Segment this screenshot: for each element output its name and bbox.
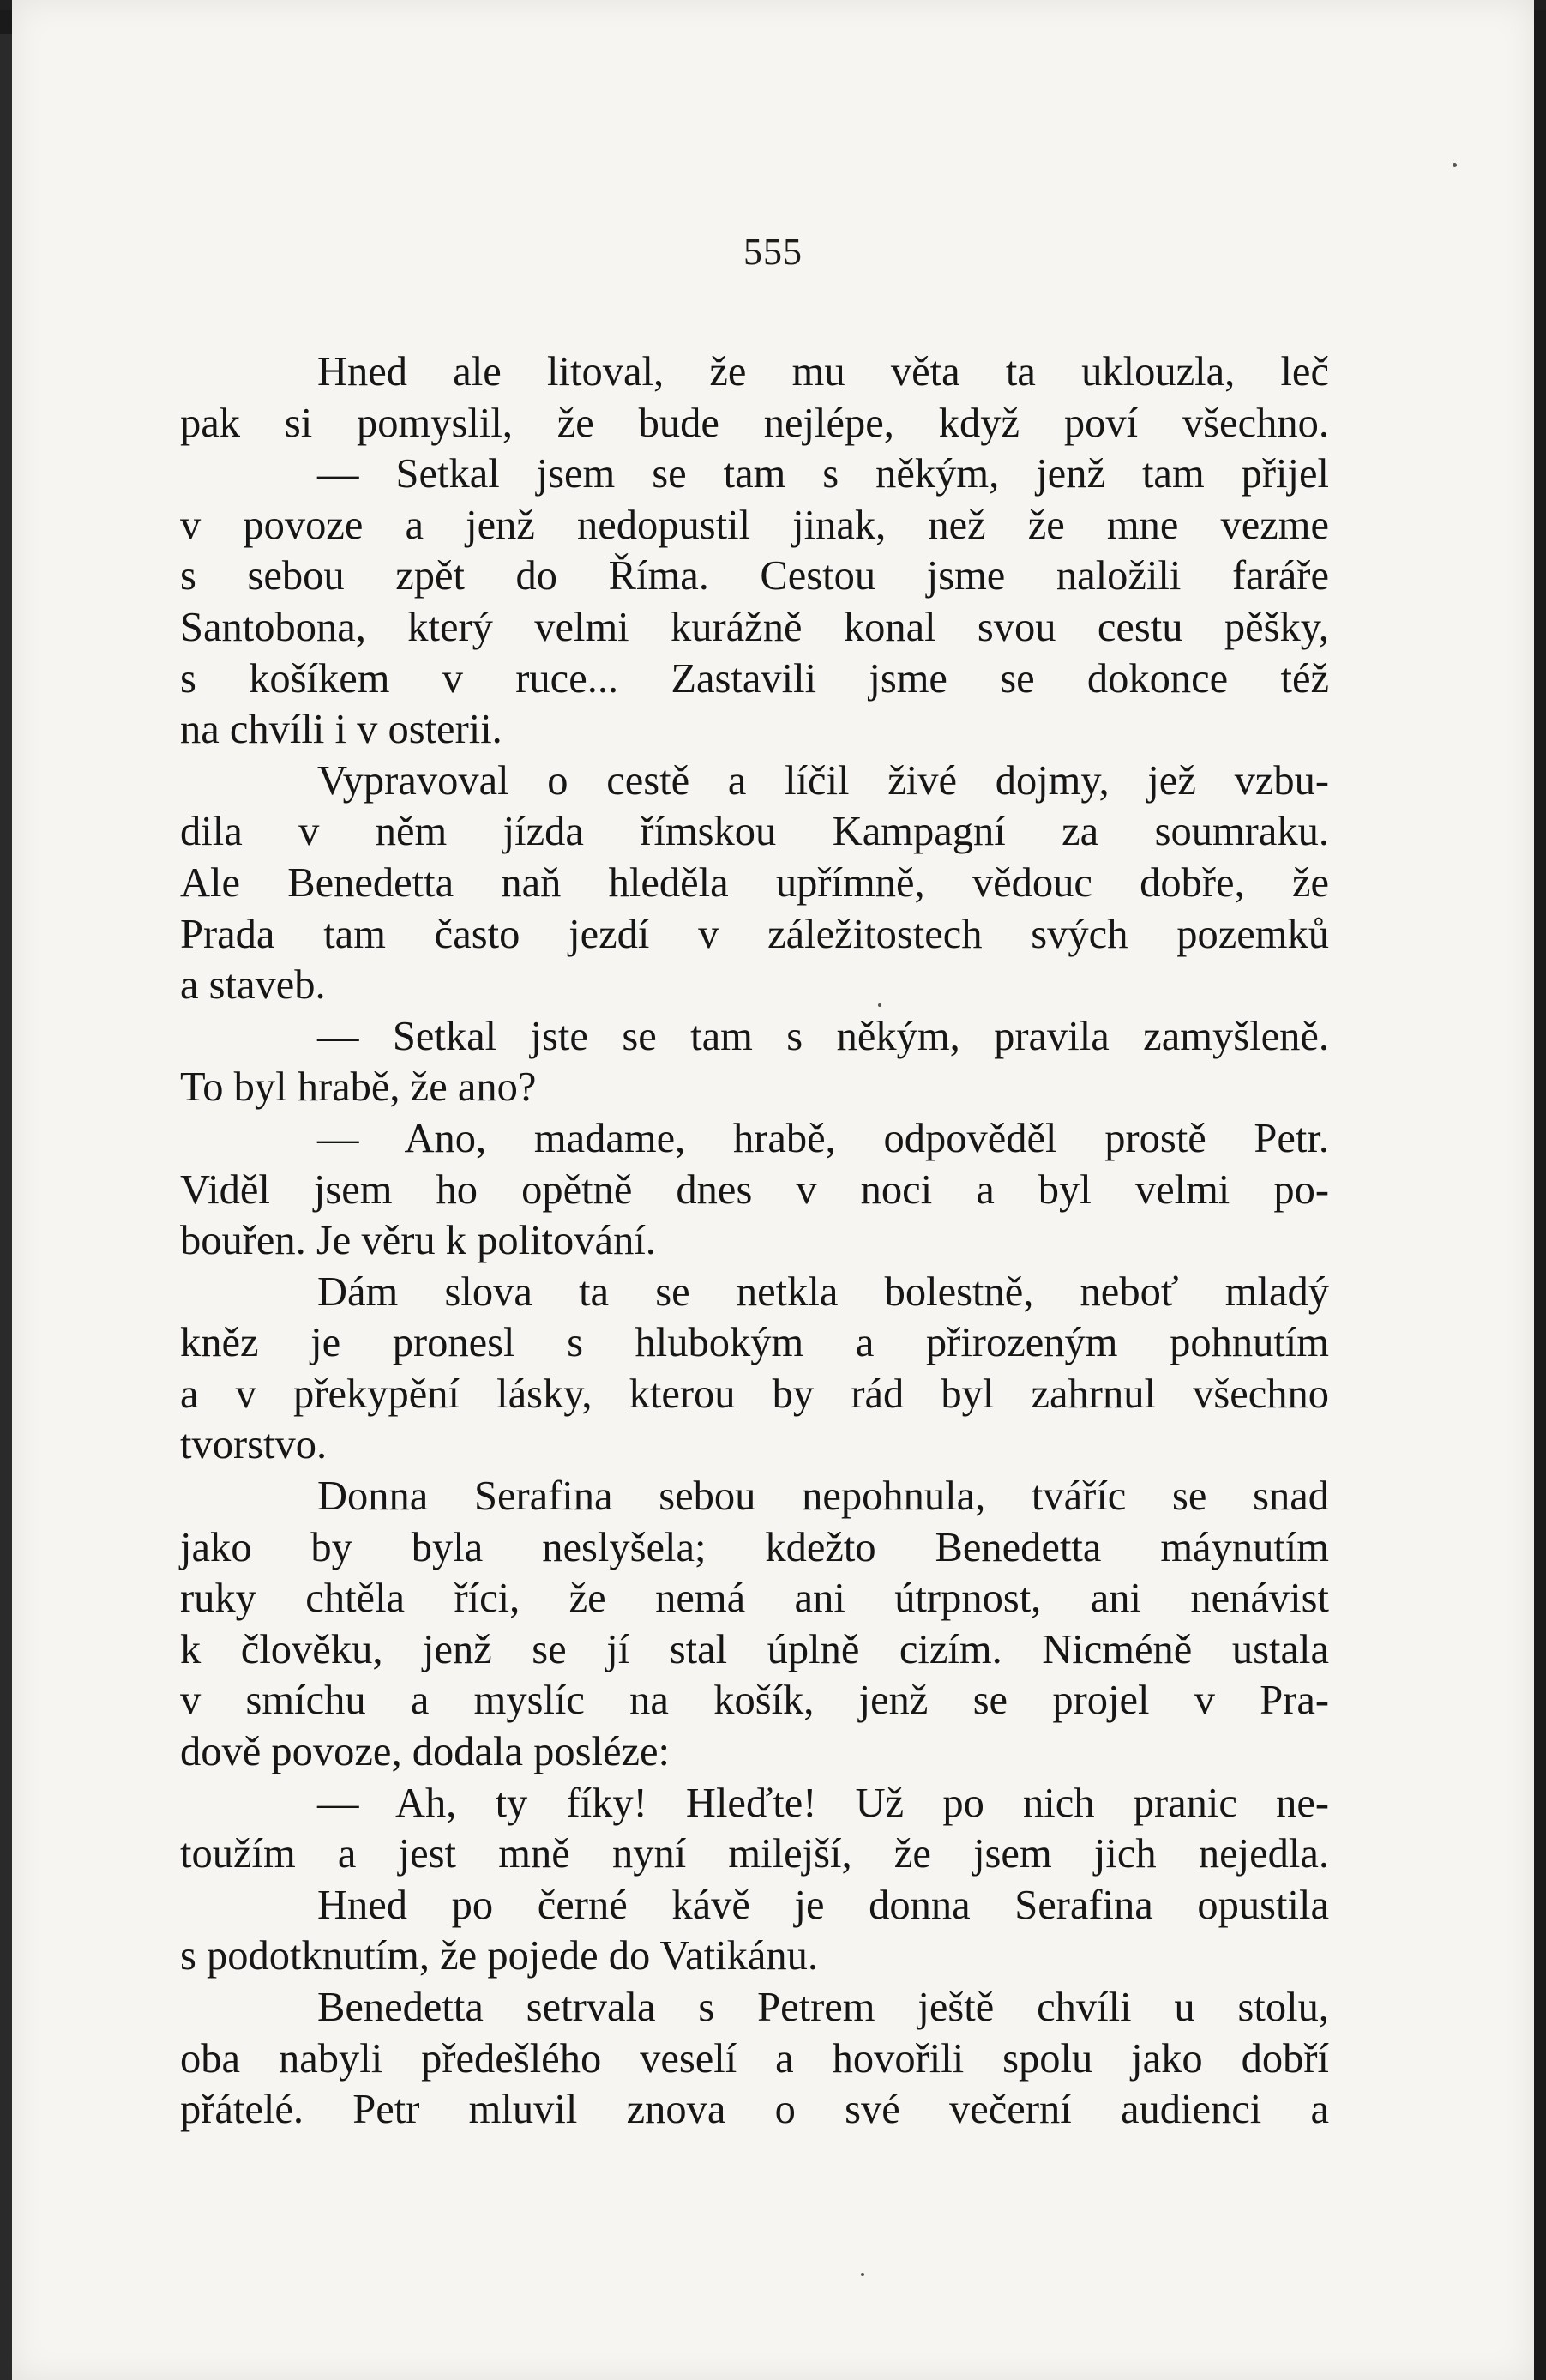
text-line: na chvíli i v osterii. [180, 707, 502, 753]
scan-speck [861, 2273, 864, 2276]
text-line: a v překypění lásky, kterou by rád byl zahrnul všechno [180, 1371, 1329, 1417]
text-line: s podotknutím, že pojede do Vatikánu. [180, 1933, 819, 1979]
text-line: v povoze a jenž nedopustil jinak, než že mne vezme [180, 502, 1329, 548]
text-line: Viděl jsem ho opětně dnes v noci a byl velmi po- [180, 1166, 1329, 1213]
text-line: — Setkal jsem se tam s někým, jenž tam přijel [317, 451, 1329, 497]
text-line: ruky chtěla říci, že nemá ani útrpnost, ani nenávist [180, 1576, 1329, 1622]
text-line: s sebou zpět do Říma. Cestou jsme naložili faráře [180, 553, 1329, 600]
text-line: Santobona, který velmi kurážně konal svou cestu pěšky, [180, 604, 1329, 650]
scan-speck [1453, 163, 1457, 167]
scan-left-edge [0, 34, 12, 2380]
text-line: Hned ale litoval, že mu věta ta uklouzla, leč [317, 349, 1329, 395]
text-line: jako by byla neslyšela; kdežto Benedetta máynutím [180, 1524, 1329, 1570]
book-page [12, 0, 1534, 2380]
text-line: bouřen. Je věru k politování. [180, 1218, 656, 1264]
body-text [180, 346, 1329, 2136]
text-line: pak si pomyslil, že bude nejlépe, když poví všechno. [180, 400, 1329, 446]
text-line: s košíkem v ruce... Zastavili jsme se dokonce též [180, 655, 1329, 702]
text-line: oba nabyli předešlého veselí a hovořili spolu jako dobří [180, 2035, 1329, 2082]
text-line: toužím a jest mně nyní milejší, že jsem jich nejedla. [180, 1831, 1329, 1877]
text-line: dově povoze, dodala posléze: [180, 1729, 671, 1775]
text-line: — Ah, ty fíky! Hleďte! Už po nich pranic ne- [317, 1780, 1329, 1826]
text-line: tvorstvo. [180, 1422, 328, 1468]
text-line: Ale Benedetta naň hleděla upřímně, vědouc dobře, že [180, 859, 1329, 906]
text-line: To byl hrabě, že ano? [180, 1064, 537, 1111]
text-line: Hned po černé kávě je donna Serafina opustila [317, 1882, 1329, 1928]
text-line: Vypravoval o cestě a líčil živé dojmy, jež vzbu- [317, 757, 1329, 804]
text-line: v smíchu a myslíc na košík, jenž se projel v Pra- [180, 1678, 1329, 1724]
text-line: Prada tam často jezdí v záležitostech svých pozemků [180, 911, 1329, 957]
text-line: dila v něm jízda římskou Kampagní za soumraku. [180, 809, 1329, 855]
text-line: — Setkal jste se tam s někým, pravila zamyšleně. [317, 1013, 1329, 1059]
text-line: Benedetta setrvala s Petrem ještě chvíli u stolu, [317, 1985, 1329, 2030]
text-line: přátelé. Petr mluvil znova o své večerní audienci a [180, 2087, 1329, 2133]
text-line: — Ano, madame, hrabě, odpověděl prostě Petr. [317, 1115, 1329, 1161]
scan-speck [878, 1003, 881, 1007]
text-line: kněz je pronesl s hlubokým a přirozeným pohnutím [180, 1320, 1329, 1366]
text-line: a staveb. [180, 962, 326, 1009]
text-line: k člověku, jenž se jí stal úplně cizím. Nicméně ustala [180, 1626, 1329, 1672]
text-line: Dám slova ta se netkla bolestně, neboť mladý [317, 1268, 1329, 1315]
page-number: 555 [743, 231, 803, 273]
text-line: Donna Serafina sebou nepohnula, tváříc se snad [317, 1473, 1329, 1520]
